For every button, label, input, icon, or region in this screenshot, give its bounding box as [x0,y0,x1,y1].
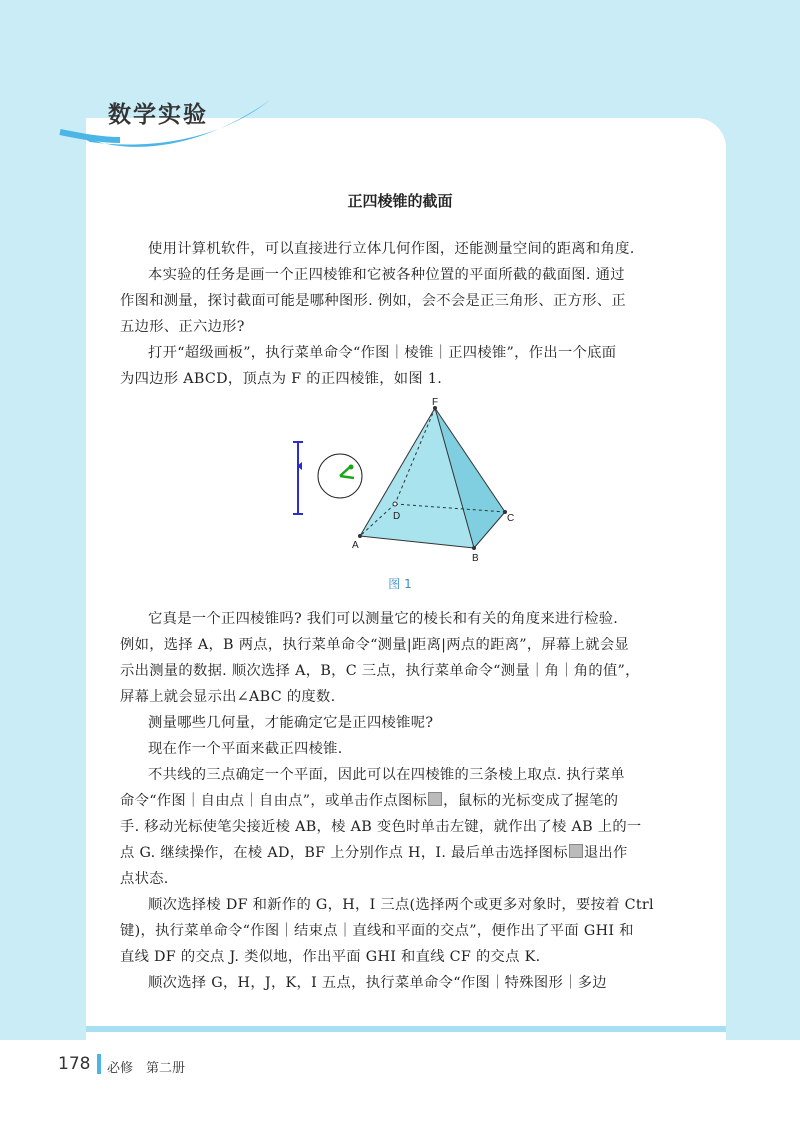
text-line: 键)，执行菜单命令“作图｜结束点｜直线和平面的交点”，便作出了平面 GHI 和 [120,923,634,939]
paragraph-5 [120,710,706,736]
text-line: 不共线的三点确定一个平面，因此可以在四棱锥的三条棱上取点. 执行菜单 [148,767,625,783]
text-line [120,788,706,814]
point-tool-icon [428,792,442,806]
text-line: 现在作一个平面来截正四棱锥. [148,741,343,757]
text-line: 作图和测量，探讨截面可能是哪种图形. 例如，会不会是正三角形、正方形、正 [120,293,626,309]
text-line: 手. 移动光标使笔尖接近棱 AB，棱 AB 变色时单击左键，就作出了棱 AB 上的一 [120,819,642,835]
text-line: 测量哪些几何量，才能确定它是正四棱锥呢? [148,715,434,731]
vertex-A [358,534,362,538]
text-line: 顺次选择 G，H，J，K，I 五点，执行菜单命令“作图｜特殊图形｜多边 [148,975,607,991]
pyramid-figure [290,396,540,566]
vertex-D [393,502,397,506]
page-number: 178 [58,1054,91,1074]
figure-caption: 图 1 [388,577,412,591]
footer-accent-bar [97,1054,101,1074]
label-D: D [393,511,401,522]
text-line: 打开“超级画板”，执行菜单命令“作图｜棱锥｜正四棱锥”，作出一个底面 [148,345,617,361]
label-B: B [472,553,479,564]
paragraph-1 [120,236,706,262]
book-title: 必修 第二册 [107,1061,186,1076]
text-line: 直线 DF 的交点 J. 类似地，作出平面 GHI 和直线 CF 的交点 K. [120,949,541,965]
text-fragment: 命令“作图｜自由点｜自由点”，或单击作点图标 [120,793,428,809]
text-line: 为四边形 ABCD，顶点为 F 的正四棱锥，如图 1. [120,371,443,387]
label-C: C [507,513,515,524]
footer-rule [86,1026,726,1032]
paragraph-9 [120,970,706,996]
dial-knob [349,465,354,470]
text-line: 本实验的任务是画一个正四棱锥和它被各种位置的平面所截的截面图. 通过 [148,267,625,283]
text-line [120,840,706,866]
select-tool-icon [569,844,583,858]
text-fragment: ，鼠标的光标变成了握笔的 [443,793,619,809]
text-line: 屏幕上就会显示出∠ABC 的度数. [120,689,336,705]
chapter-header-title: 数学实验 [108,102,208,128]
header-wave-decoration [0,60,800,200]
text-line: 使用计算机软件，可以直接进行立体几何作图，还能测量空间的距离和角度. [148,241,635,257]
paragraph-4 [120,606,706,710]
paragraph-2 [120,262,706,340]
text-line: 它真是一个正四棱锥吗? 我们可以测量它的棱长和有关的角度来进行检验. [148,611,619,627]
vertex-B [472,546,476,550]
paragraph-6 [120,736,706,762]
label-A: A [352,540,359,551]
text-fragment: 点 G. 继续操作，在棱 AD，BF 上分别作点 H，I. 最后单击选择图标 [120,845,568,861]
text-fragment: 退出作 [583,845,628,861]
text-line: 五边形、正六边形? [120,319,245,335]
paragraph-8 [120,892,706,970]
text-line: 例如，选择 A，B 两点，执行菜单命令“测量|距离|两点的距离”，屏幕上就会显 [120,637,630,653]
section-title: 正四棱锥的截面 [347,192,453,210]
text-line: 点状态. [120,871,169,887]
text-line: 顺次选择棱 DF 和新作的 G，H，I 三点(选择两个或更多对象时，要按着 Ctrl [148,897,654,913]
text-line: 示出测量的数据. 顺次选择 A，B，C 三点，执行菜单命令“测量｜角｜角的值”， [120,663,640,679]
paragraph-7 [120,762,706,892]
paragraph-3 [120,340,706,392]
label-F: F [432,397,439,408]
